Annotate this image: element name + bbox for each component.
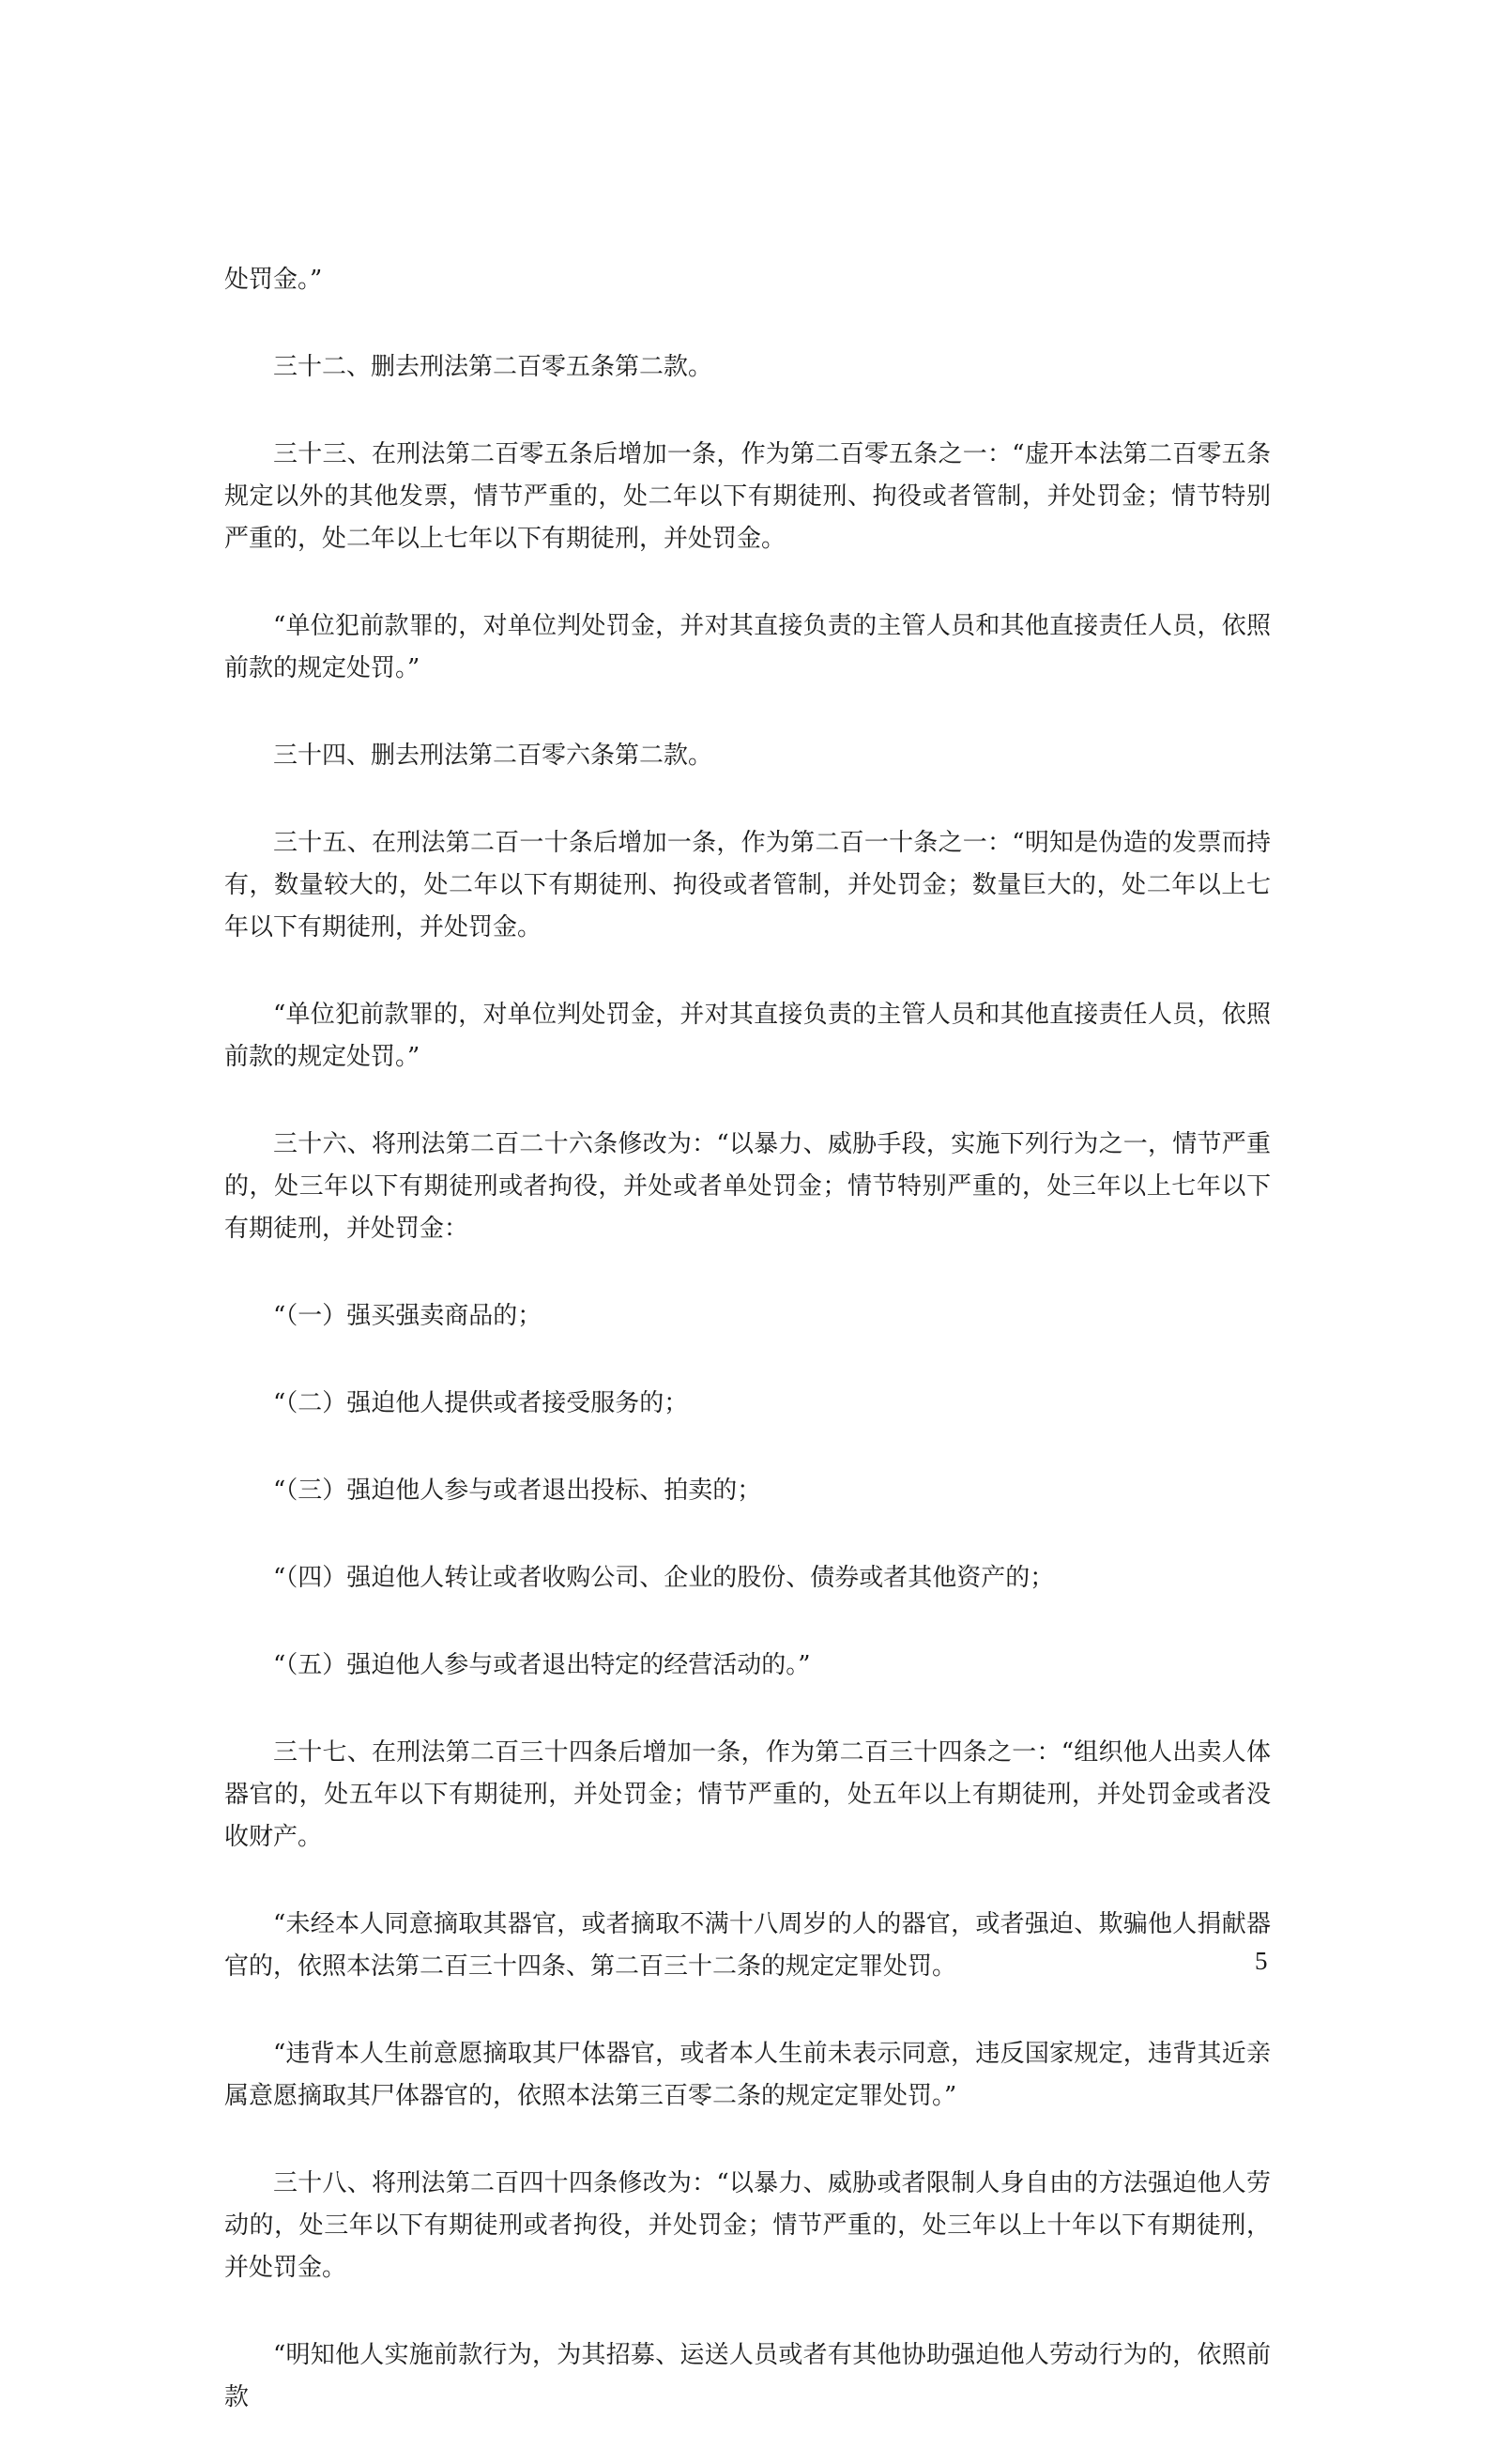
paragraph: “单位犯前款罪的，对单位判处罚金，并对其直接负责的主管人员和其他直接责任人员，依照前款的规定处罚。” — [224, 1001, 1271, 1071]
paragraph: 三十四、删去刑法第二百零六条第二款。 — [273, 742, 713, 770]
paragraph: “（二）强迫他人提供或者接受服务的； — [273, 1389, 689, 1417]
paragraph: “未经本人同意摘取其器官，或者摘取不满十八周岁的人的器官，或者强迫、欺骗他人捐献器官的，依照本法第二百三十四条、第二百三十二条的规定定罪处罚。 — [224, 1910, 1271, 1981]
paragraph: “（四）强迫他人转让或者收购公司、企业的股份、债券或者其他资产的； — [273, 1564, 1055, 1592]
paragraph: “（五）强迫他人参与或者退出特定的经营活动的。” — [273, 1651, 811, 1679]
paragraph: “单位犯前款罪的，对单位判处罚金，并对其直接负责的主管人员和其他直接责任人员，依照前款的规定处罚。” — [224, 612, 1271, 682]
paragraph: 三十八、将刑法第二百四十四条修改为：“以暴力、威胁或者限制人身自由的方法强迫他人劳动的，处三年以下有期徒刑或者拘役，并处罚金；情节严重的，处三年以上十年以下有期徒刑，并处罚金。 — [224, 2169, 1271, 2282]
document-body — [224, 259, 1271, 2464]
paragraph: 三十七、在刑法第二百三十四条后增加一条，作为第二百三十四条之一：“组织他人出卖人体器官的，处五年以下有期徒刑，并处罚金；情节严重的，处五年以上有期徒刑，并处罚金或者没收财产。 — [224, 1738, 1271, 1851]
paragraph: 三十三、在刑法第二百零五条后增加一条，作为第二百零五条之一：“虚开本法第二百零五条规定以外的其他发票，情节严重的，处二年以下有期徒刑、拘役或者管制，并处罚金；情节特别严重的，处二年以上七年以下有期徒刑，并处罚金。 — [224, 440, 1271, 553]
paragraph: “违背本人生前意愿摘取其尸体器官，或者本人生前未表示同意，违反国家规定，违背其近亲属意愿摘取其尸体器官的，依照本法第三百零二条的规定定罪处罚。” — [224, 2040, 1271, 2110]
paragraph: “（一）强买强卖商品的； — [273, 1302, 542, 1330]
paragraph: 三十六、将刑法第二百二十六条修改为：“以暴力、威胁手段，实施下列行为之一，情节严重的，处三年以下有期徒刑或者拘役，并处或者单处罚金；情节特别严重的，处三年以上七年以下有期徒刑，并处罚金： — [224, 1130, 1271, 1243]
paragraph: 三十五、在刑法第二百一十条后增加一条，作为第二百一十条之一：“明知是伪造的发票而持有，数量较大的，处二年以下有期徒刑、拘役或者管制，并处罚金；数量巨大的，处二年以上七年以下有期徒刑，并处罚金。 — [224, 829, 1271, 941]
page-number: 5 — [1255, 1947, 1268, 1975]
paragraph: 三十二、删去刑法第二百零五条第二款。 — [273, 353, 713, 381]
paragraph: “（三）强迫他人参与或者退出投标、拍卖的； — [273, 1477, 762, 1505]
paragraph: 处罚金。” — [224, 266, 323, 294]
paragraph: “明知他人实施前款行为，为其招募、运送人员或者有其他协助强迫他人劳动行为的，依照前款 — [224, 2341, 1271, 2411]
